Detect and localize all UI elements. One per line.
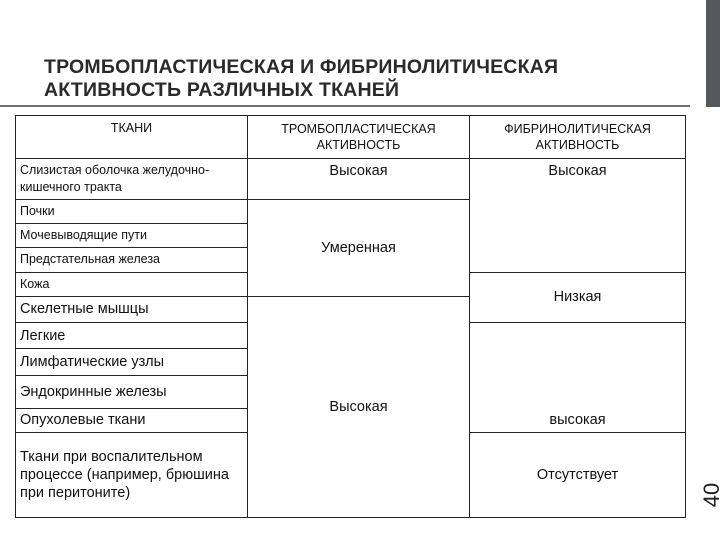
tissue-cell: Эндокринные железы (16, 375, 248, 408)
title-line-2: АКТИВНОСТЬ РАЗЛИЧНЫХ ТКАНЕЙ (44, 79, 400, 101)
tissue-cell: Лимфатические узлы (16, 349, 248, 375)
tissue-activity-table (15, 115, 686, 518)
page-title (44, 56, 704, 102)
tissue-cell: Почки (16, 199, 248, 223)
tissue-cell: Мочевыводящие пути (16, 224, 248, 248)
header-tissues: ТКАНИ (16, 116, 248, 159)
tissue-cell: Предстательная железа (16, 248, 248, 272)
fibrino-value-low: Низкая (470, 272, 686, 322)
fibrino-value-absent: Отсутствует (470, 433, 686, 518)
title-line-1: ТРОМБОПЛАСТИЧЕСКАЯ И ФИБРИНОЛИТИЧЕСКАЯ (44, 56, 559, 78)
header-fibrinolytic: ФИБРИНОЛИТИЧЕСКАЯ АКТИВНОСТЬ (470, 116, 686, 159)
title-underline (0, 105, 690, 107)
tissue-cell: Опухолевые ткани (16, 408, 248, 432)
table-row (16, 159, 686, 199)
fibrino-value-high: Высокая (470, 159, 686, 272)
tissue-cell: Легкие (16, 323, 248, 349)
header-thromboplastic: ТРОМБОПЛАСТИЧЕСКАЯ АКТИВНОСТЬ (248, 116, 470, 159)
fibrino-value-high-lower: высокая (470, 323, 686, 433)
tissue-cell: Ткани при воспалительном процессе (например, брюшина при перитоните) (16, 433, 248, 518)
page-number: 40 (699, 482, 724, 508)
side-accent-bar (706, 0, 720, 107)
thrombo-value-high: Высокая (248, 159, 470, 199)
tissue-cell: Кожа (16, 272, 248, 296)
tissue-cell: Скелетные мышцы (16, 296, 248, 322)
table-header-row (16, 116, 686, 159)
tissue-cell: Слизистая оболочка желудочно-кишечного тракта (16, 159, 248, 199)
thrombo-value-moderate: Умеренная (248, 199, 470, 296)
thrombo-value-high-lower: Высокая (248, 296, 470, 517)
